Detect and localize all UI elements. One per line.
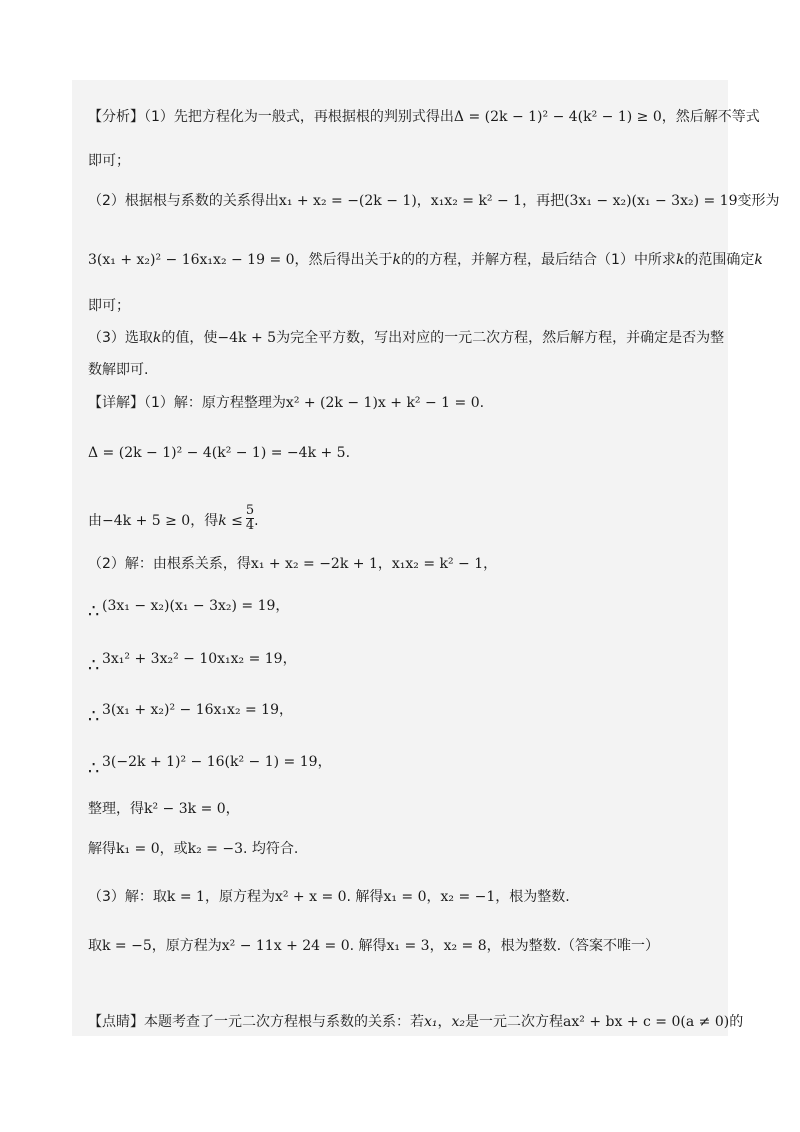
solution-line-7 xyxy=(102,699,293,721)
root-1: x₁ = 3 xyxy=(386,938,430,954)
k-leq: k ≤ xyxy=(218,512,243,529)
analysis-p2-cont3: 的范围确定 xyxy=(684,252,755,268)
separator: ， xyxy=(437,1014,452,1030)
therefore-symbol: ∴ xyxy=(88,601,100,622)
analysis-line-4 xyxy=(88,249,763,271)
fraction-5-4 xyxy=(246,504,254,533)
integer-roots-text: ，根为整数.（答案不唯一） xyxy=(486,938,660,954)
product-of-roots-formula: x₁x₂ = k² − 1 xyxy=(430,193,523,209)
square-expression: −4k + 5 xyxy=(217,330,277,346)
rewritten-equation: 3(x₁ + x₂)² − 16x₁x₂ = 19 xyxy=(102,702,279,718)
analysis-p3-text: （3）选取 xyxy=(88,330,153,346)
solution-line-4 xyxy=(88,553,497,575)
product-of-roots: x₁x₂ = k² − 1 xyxy=(391,556,484,572)
solve-text: 解得 xyxy=(88,841,116,857)
by-text: 由 xyxy=(88,512,102,529)
variable-k: k xyxy=(392,252,402,268)
analysis-line-2: 即可； xyxy=(88,153,130,169)
resulting-equation: x² − 11x + 24 = 0 xyxy=(221,938,350,954)
therefore-symbol: ∴ xyxy=(88,706,100,727)
comment-tag: 【点睛】 xyxy=(88,1014,144,1030)
root-2: x₂ = 8 xyxy=(443,938,487,954)
sum-of-roots: x₁ + x₂ = −2k + 1 xyxy=(250,556,378,572)
equation-label: ，原方程为 xyxy=(151,938,222,954)
take-text: （3）解：取 xyxy=(88,889,167,905)
analysis-line-1 xyxy=(88,106,760,128)
or-text: ，或 xyxy=(159,841,188,857)
comment-mid: 是一元二次方程 xyxy=(465,1014,564,1030)
root-2: x₂ = −1 xyxy=(440,889,496,905)
integer-roots-text: ，根为整数. xyxy=(495,889,570,905)
comment-text: 本题考查了一元二次方程根与系数的关系：若 xyxy=(144,1014,424,1030)
general-quadratic: ax² + bx + c = 0(a ≠ 0) xyxy=(563,1014,730,1030)
delta-formula: Δ = (2k − 1)² − 4(k² − 1) = −4k + 5 xyxy=(88,445,346,461)
solution-line-9 xyxy=(88,798,240,820)
separator: ， xyxy=(225,801,240,817)
solution-line-12 xyxy=(88,935,659,957)
analysis-p3-suffix: 为完全平方数，写出对应的一元二次方程，然后解方程，并确定是否为整 xyxy=(276,330,725,346)
analysis-p2-text: （2）根据根与系数的关系得出 xyxy=(88,193,279,209)
variable-k: k xyxy=(675,252,685,268)
root-1: x₁ = 0 xyxy=(383,889,427,905)
solve-text: . 解得 xyxy=(346,889,384,905)
separator: ， xyxy=(426,889,441,905)
separator: ， xyxy=(483,556,498,572)
solution-s1-text: （1）解：原方程整理为 xyxy=(144,395,286,411)
analysis-line-5: 即可； xyxy=(88,298,130,314)
inequality: −4k + 5 ≥ 0 xyxy=(102,512,191,529)
solution-line-10 xyxy=(88,838,298,860)
analysis-p2-cont2: 的的方程，并解方程，最后结合（1）中所求 xyxy=(401,252,676,268)
valid-text: . 均符合. xyxy=(243,841,299,857)
solve-text: . 解得 xyxy=(349,938,387,954)
analysis-p1-suffix: ，然后解不等式 xyxy=(661,109,760,125)
analysis-line-6 xyxy=(88,327,724,349)
period: . xyxy=(345,445,351,461)
k-choice: k = 1 xyxy=(166,889,205,905)
variable-k: k xyxy=(152,330,162,346)
expanded-equation: 3x₁² + 3x₂² − 10x₁x₂ = 19 xyxy=(102,651,283,667)
variable-x2: x₂ xyxy=(451,1014,466,1030)
period: . xyxy=(254,512,259,529)
analysis-p3-mid: 的值，使 xyxy=(161,330,218,346)
solution-tag: 【详解】 xyxy=(88,395,144,411)
solution-line-6 xyxy=(102,648,297,670)
separator: ， xyxy=(279,702,293,718)
variable-k: k xyxy=(754,252,763,268)
fraction-denominator: 4 xyxy=(245,518,255,533)
arrange-text: 整理，得 xyxy=(88,801,144,817)
substituted-equation: 3(−2k + 1)² − 16(k² − 1) = 19 xyxy=(102,754,318,770)
analysis-p2-cont: ，然后得出关于 xyxy=(294,252,393,268)
solution-line-3 xyxy=(88,500,259,532)
solution-line-1 xyxy=(88,392,484,414)
transformed-formula: 3(x₁ + x₂)² − 16x₁x₂ − 19 = 0 xyxy=(88,252,295,268)
resulting-equation: x² + x = 0 xyxy=(274,889,347,905)
solution-line-2 xyxy=(88,442,350,464)
equation-label: ，原方程为 xyxy=(204,889,275,905)
solution-line-5 xyxy=(102,595,289,617)
separator: ， xyxy=(275,598,290,614)
analysis-line-3 xyxy=(88,190,779,212)
solution-line-8 xyxy=(102,751,332,773)
therefore-symbol: ∴ xyxy=(88,655,100,676)
condition-formula: (3x₁ − x₂)(x₁ − 3x₂) = 19 xyxy=(564,193,738,209)
analysis-p2-suffix: 变形为 xyxy=(737,193,780,209)
comment-end: 的 xyxy=(729,1014,744,1030)
separator: ， xyxy=(317,754,332,770)
sum-of-roots-formula: x₁ + x₂ = −(2k − 1) xyxy=(278,193,417,209)
comment-line xyxy=(88,1011,743,1033)
analysis-line-7: 数解即可. xyxy=(88,362,149,378)
get-text: ，得 xyxy=(190,512,219,529)
take-text: 取 xyxy=(88,938,102,954)
separator: ， xyxy=(377,556,392,572)
analysis-tag: 【分析】 xyxy=(88,109,144,125)
k-choice: k = −5 xyxy=(102,938,152,954)
separator: ， xyxy=(429,938,444,954)
general-form-equation: x² + (2k − 1)x + k² − 1 = 0 xyxy=(285,395,480,411)
period: . xyxy=(479,395,485,411)
analysis-p1-text: （1）先把方程化为一般式，再根据根的判别式得出 xyxy=(144,109,454,125)
condition-equation: (3x₁ − x₂)(x₁ − 3x₂) = 19 xyxy=(102,598,276,614)
separator: ， xyxy=(282,651,297,667)
solution-line-11 xyxy=(88,886,570,908)
k2-value: k₂ = −3 xyxy=(187,841,244,857)
quadratic-in-k: k² − 3k = 0 xyxy=(144,801,226,817)
separator: ， xyxy=(416,193,431,209)
discriminant-formula: Δ = (2k − 1)² − 4(k² − 1) ≥ 0 xyxy=(453,109,662,125)
therefore-symbol: ∴ xyxy=(88,758,100,779)
analysis-p2-mid: ，再把 xyxy=(522,193,565,209)
variable-x1: x₁ xyxy=(424,1014,438,1030)
fraction-numerator: 5 xyxy=(245,503,255,518)
k1-value: k₁ = 0 xyxy=(116,841,160,857)
solution-s2-text: （2）解：由根系关系，得 xyxy=(88,556,251,572)
